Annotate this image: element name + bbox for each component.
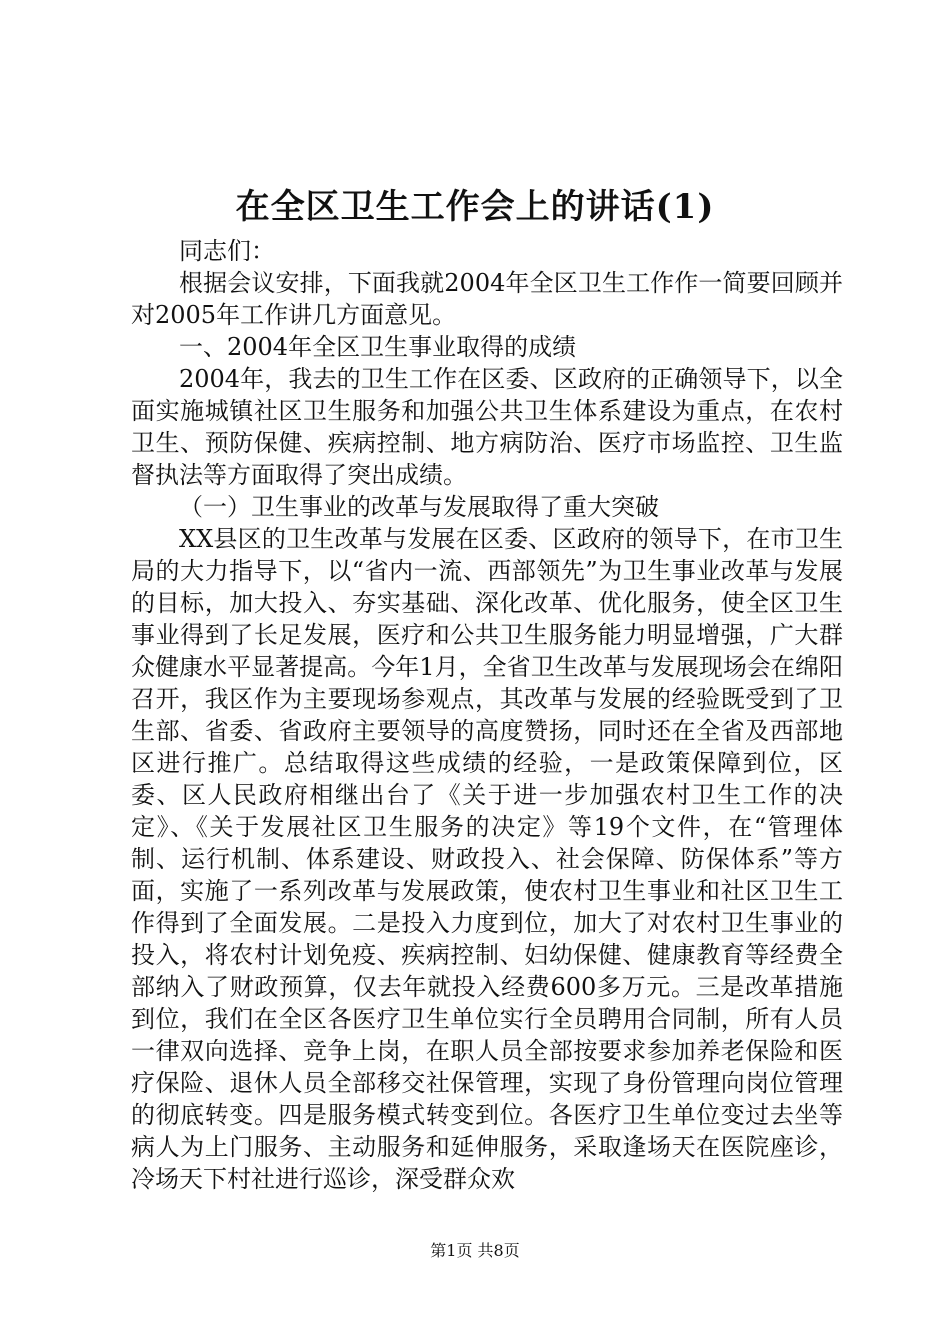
- section-heading: 一、2004年全区卫生事业取得的成绩: [179, 333, 577, 361]
- paragraph: XX县区的卫生改革与发展在区委、区政府的领导下，在市卫生局的大力指导下，以“省内一流、西部领先”为卫生事业改革与发展的目标，加大投入、夯实基础、深化改革、优化服务，使全区卫生事业得到了长足发展，医疗和公共卫生服务能力明显增强，广大群众健康水平显著提高。今年1月，全省卫生改革与发展现场会在绵阳召开，我区作为主要现场参观点，其改革与发展的经验既受到了卫生部、省委、省政府主要领导的高度赞扬，同时还在全省及西部地区进行推广。总结取得这些成绩的经验，一是政策保障到位，区委、区人民政府相继出台了《关于进一步加强农村卫生工作的决定》、《关于发展社区卫生服务的决定》等19个文件，在“管理体制、运行机制、体系建设、财政投入、社会保障、防保体系”等方面，实施了一系列改革与发展政策，使农村卫生事业和社区卫生工作得到了全面发展。二是投入力度到位，加大了对农村卫生事业的投入，将农村计划免疫、疾病控制、妇幼保健、健康教育等经费全部纳入了财政预算，仅去年就投入经费600多万元。三是改革措施到位，我们在全区各医疗卫生单位实行全员聘用合同制，所有人员一律双向选择、竞争上岗，在职人员全部按要求参加养老保险和医疗保险、退休人员全部移交社保管理，实现了身份管理向岗位管理的彻底转变。四是服务模式转变到位。各医疗卫生单位变过去坐等病人为上门服务、主动服务和延伸服务，采取逢场天在医院座诊，冷场天下村社进行巡诊，深受群众欢: [131, 525, 843, 1193]
- paragraph: 根据会议安排，下面我就2004年全区卫生工作作一简要回顾并对2005年工作讲几方面意见。: [131, 269, 843, 329]
- document-title: 在全区卫生工作会上的讲话(1): [235, 187, 715, 227]
- paragraph: 2004年，我去的卫生工作在区委、区政府的正确领导下，以全面实施城镇社区卫生服务和加强公共卫生体系建设为重点，在农村卫生、预防保健、疾病控制、地方病防治、医疗市场监控、卫生监督执法等方面取得了突出成绩。: [131, 365, 843, 489]
- salutation: 同志们：: [179, 237, 275, 265]
- document-body: [131, 235, 843, 1195]
- subsection-heading: （一）卫生事业的改革与发展取得了重大突破: [179, 493, 659, 521]
- page-number-footer: 第1页 共8页: [430, 1241, 520, 1260]
